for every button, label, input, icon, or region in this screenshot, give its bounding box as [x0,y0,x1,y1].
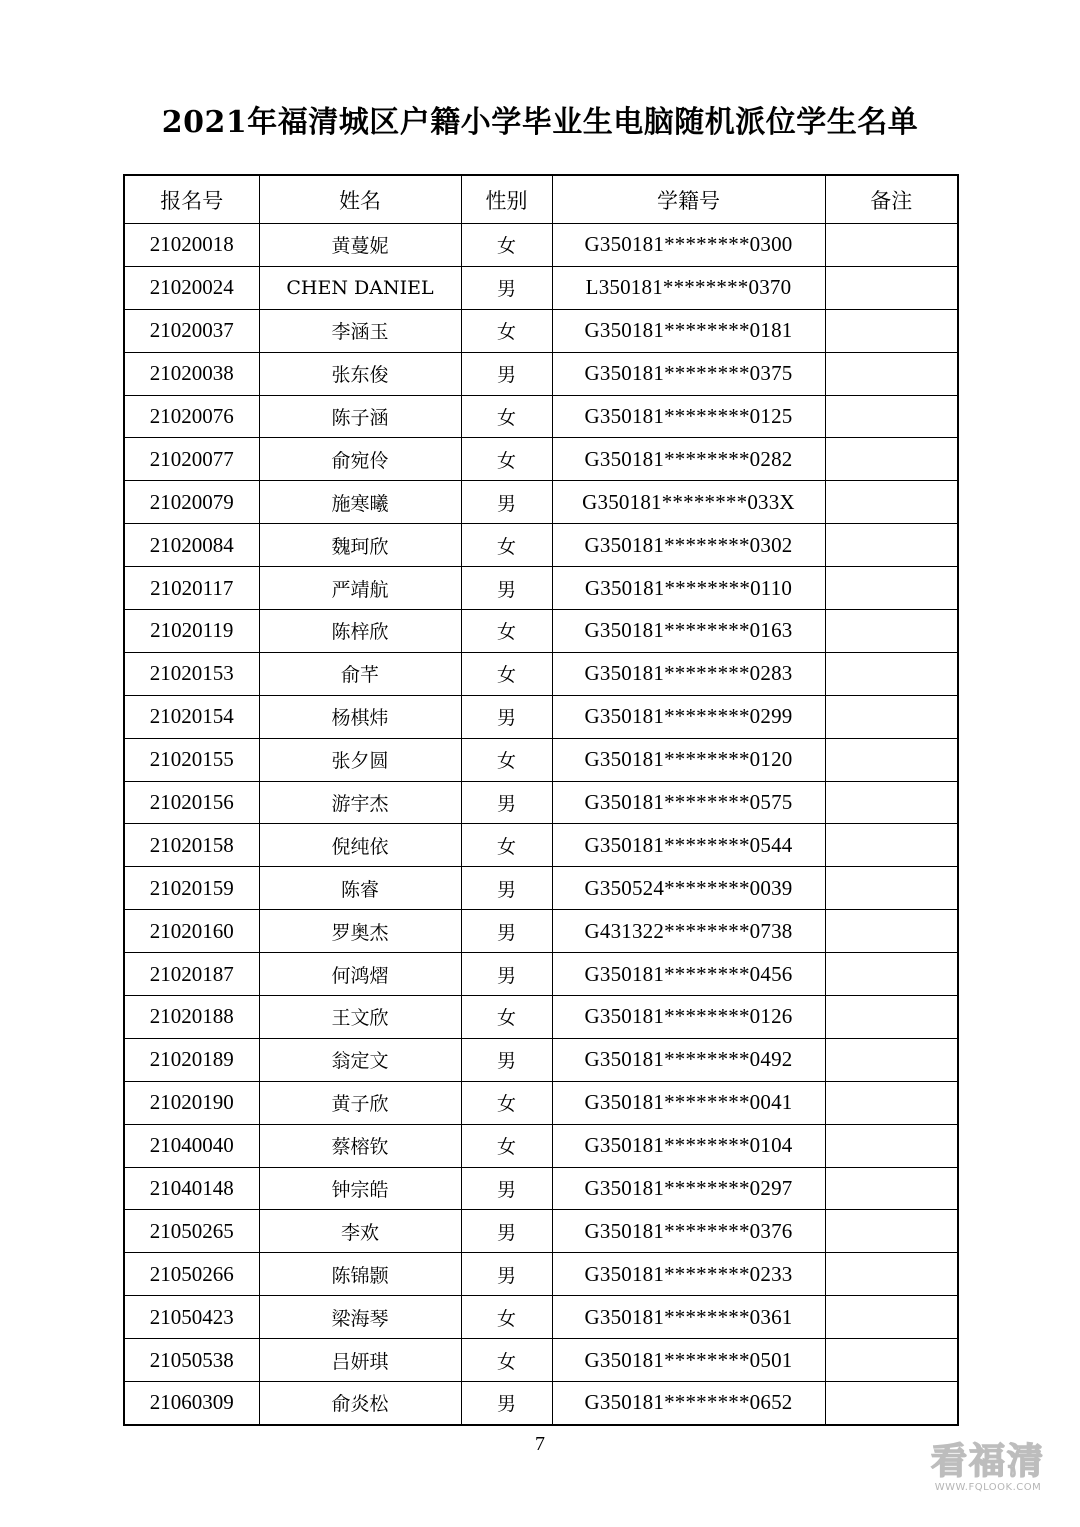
gender-cell: 男 [461,481,552,524]
remarks-cell [825,1167,958,1210]
name-cell: 俞芊 [259,652,461,695]
name-cell: 严靖航 [259,567,461,610]
gender-cell: 男 [461,1253,552,1296]
gender-cell: 女 [461,224,552,267]
remarks-cell [825,695,958,738]
registration-number-cell: 21050423 [124,1296,259,1339]
table-row [124,652,958,695]
remarks-cell [825,996,958,1039]
registration-number-cell: 21020084 [124,524,259,567]
registration-number-cell: 21020077 [124,438,259,481]
student-number-cell: G350181********0297 [552,1167,825,1210]
student-number-cell: G350181********0302 [552,524,825,567]
registration-number-cell: 21050265 [124,1210,259,1253]
registration-number-cell: 21020188 [124,996,259,1039]
table-row [124,824,958,867]
remarks-cell [825,867,958,910]
registration-number-cell: 21020189 [124,1038,259,1081]
gender-cell: 男 [461,1038,552,1081]
student-number-cell: G350181********0126 [552,996,825,1039]
student-number-cell: G350181********0501 [552,1339,825,1382]
table-header-row [124,175,958,224]
gender-cell: 女 [461,1339,552,1382]
table-row [124,395,958,438]
registration-number-cell: 21020155 [124,738,259,781]
gender-cell: 男 [461,867,552,910]
student-number-cell: G350181********0110 [552,567,825,610]
header-remarks: 备注 [825,175,958,224]
table-row [124,996,958,1039]
table-row [124,1339,958,1382]
student-number-cell: G350181********0041 [552,1081,825,1124]
remarks-cell [825,567,958,610]
name-cell: 罗奥杰 [259,910,461,953]
table-row [124,524,958,567]
student-number-cell: G350181********0233 [552,1253,825,1296]
table-body [124,224,958,1425]
remarks-cell [825,738,958,781]
registration-number-cell: 21020156 [124,781,259,824]
registration-number-cell: 21020076 [124,395,259,438]
remarks-cell [825,266,958,309]
remarks-cell [825,352,958,395]
name-cell: 陈锦颢 [259,1253,461,1296]
registration-number-cell: 21020154 [124,695,259,738]
header-gender: 性别 [461,175,552,224]
table-row [124,953,958,996]
remarks-cell [825,309,958,352]
name-cell: 梁海琴 [259,1296,461,1339]
gender-cell: 女 [461,738,552,781]
gender-cell: 女 [461,824,552,867]
name-cell: 俞炎松 [259,1382,461,1425]
remarks-cell [825,224,958,267]
gender-cell: 男 [461,910,552,953]
student-number-cell: G350181********0181 [552,309,825,352]
gender-cell: 女 [461,309,552,352]
name-cell: 游宇杰 [259,781,461,824]
table-row [124,309,958,352]
table-row [124,1296,958,1339]
gender-cell: 男 [461,1382,552,1425]
gender-cell: 男 [461,266,552,309]
gender-cell: 女 [461,1124,552,1167]
registration-number-cell: 21020079 [124,481,259,524]
student-number-cell: G350181********0652 [552,1382,825,1425]
table-row [124,1124,958,1167]
name-cell: 钟宗皓 [259,1167,461,1210]
gender-cell: 女 [461,524,552,567]
table-row [124,352,958,395]
student-number-cell: G350181********0376 [552,1210,825,1253]
name-cell: 何鸿熠 [259,953,461,996]
registration-number-cell: 21060309 [124,1382,259,1425]
registration-number-cell: 21020038 [124,352,259,395]
remarks-cell [825,1296,958,1339]
name-cell: 陈睿 [259,867,461,910]
student-number-cell: G350181********0125 [552,395,825,438]
student-number-cell: G350181********0299 [552,695,825,738]
registration-number-cell: 21020117 [124,567,259,610]
name-cell: 蔡榕钦 [259,1124,461,1167]
name-cell: 王文欣 [259,996,461,1039]
student-number-cell: G350181********0163 [552,610,825,653]
gender-cell: 女 [461,395,552,438]
remarks-cell [825,1038,958,1081]
student-number-cell: G350181********0456 [552,953,825,996]
remarks-cell [825,953,958,996]
name-cell: 吕妍琪 [259,1339,461,1382]
student-number-cell: G350524********0039 [552,867,825,910]
registration-number-cell: 21020018 [124,224,259,267]
name-cell: 陈梓欣 [259,610,461,653]
registration-number-cell: 21040040 [124,1124,259,1167]
name-cell: 李欢 [259,1210,461,1253]
name-cell: 黄子欣 [259,1081,461,1124]
registration-number-cell: 21020153 [124,652,259,695]
gender-cell: 男 [461,352,552,395]
table-row [124,567,958,610]
student-number-cell: G350181********0361 [552,1296,825,1339]
remarks-cell [825,1339,958,1382]
registration-number-cell: 21040148 [124,1167,259,1210]
registration-number-cell: 21020119 [124,610,259,653]
gender-cell: 男 [461,1210,552,1253]
name-cell: 李涵玉 [259,309,461,352]
remarks-cell [825,481,958,524]
remarks-cell [825,652,958,695]
gender-cell: 女 [461,438,552,481]
name-cell: 施寒曦 [259,481,461,524]
student-number-cell: G350181********0283 [552,652,825,695]
registration-number-cell: 21020158 [124,824,259,867]
document-title: 2021年福清城区户籍小学毕业生电脑随机派位学生名单 [161,105,919,140]
table-row [124,1382,958,1425]
remarks-cell [825,1124,958,1167]
table-row [124,610,958,653]
table-row [124,910,958,953]
gender-cell: 女 [461,610,552,653]
name-cell: 倪纯依 [259,824,461,867]
gender-cell: 女 [461,652,552,695]
header-name: 姓名 [259,175,461,224]
watermark-logo-text: 看福清 [930,1441,1045,1482]
remarks-cell [825,1081,958,1124]
table-row [124,1253,958,1296]
gender-cell: 男 [461,781,552,824]
registration-number-cell: 21050538 [124,1339,259,1382]
student-number-cell: G350181********0575 [552,781,825,824]
table-row [124,1210,958,1253]
name-cell: 张东俊 [259,352,461,395]
name-cell: 张夕圆 [259,738,461,781]
student-number-cell: G431322********0738 [552,910,825,953]
gender-cell: 女 [461,996,552,1039]
remarks-cell [825,910,958,953]
registration-number-cell: 21020037 [124,309,259,352]
registration-number-cell: 21020159 [124,867,259,910]
student-number-cell: G350181********033X [552,481,825,524]
site-watermark [918,1440,1058,1493]
student-number-cell: G350181********0300 [552,224,825,267]
table-row [124,867,958,910]
gender-cell: 男 [461,695,552,738]
student-number-cell: G350181********0375 [552,352,825,395]
remarks-cell [825,1210,958,1253]
remarks-cell [825,781,958,824]
name-cell: CHEN DANIEL [259,266,461,309]
student-number-cell: G350181********0492 [552,1038,825,1081]
registration-number-cell: 21050266 [124,1253,259,1296]
watermark-url: WWW.FQLOOK.COM [934,1482,1042,1493]
remarks-cell [825,438,958,481]
remarks-cell [825,395,958,438]
gender-cell: 男 [461,567,552,610]
table-row [124,781,958,824]
table-row [124,1038,958,1081]
gender-cell: 男 [461,953,552,996]
table-row [124,481,958,524]
gender-cell: 女 [461,1081,552,1124]
remarks-cell [825,524,958,567]
remarks-cell [825,1253,958,1296]
student-number-cell: G350181********0544 [552,824,825,867]
name-cell: 杨棋炜 [259,695,461,738]
header-registration-number: 报名号 [124,175,259,224]
table-row [124,1081,958,1124]
registration-number-cell: 21020187 [124,953,259,996]
table-row [124,738,958,781]
name-cell: 翁定文 [259,1038,461,1081]
table-row [124,695,958,738]
remarks-cell [825,824,958,867]
table-row [124,1167,958,1210]
remarks-cell [825,610,958,653]
student-number-cell: G350181********0282 [552,438,825,481]
table-row [124,438,958,481]
registration-number-cell: 21020160 [124,910,259,953]
header-student-number: 学籍号 [552,175,825,224]
name-cell: 魏珂欣 [259,524,461,567]
name-cell: 俞宛伶 [259,438,461,481]
student-number-cell: L350181********0370 [552,266,825,309]
student-roster-table [123,174,959,1426]
remarks-cell [825,1382,958,1425]
gender-cell: 女 [461,1296,552,1339]
registration-number-cell: 21020190 [124,1081,259,1124]
student-number-cell: G350181********0104 [552,1124,825,1167]
table-row [124,224,958,267]
page-number: 7 [535,1433,545,1455]
table-row [124,266,958,309]
registration-number-cell: 21020024 [124,266,259,309]
name-cell: 陈子涵 [259,395,461,438]
name-cell: 黄蔓妮 [259,224,461,267]
gender-cell: 男 [461,1167,552,1210]
student-number-cell: G350181********0120 [552,738,825,781]
